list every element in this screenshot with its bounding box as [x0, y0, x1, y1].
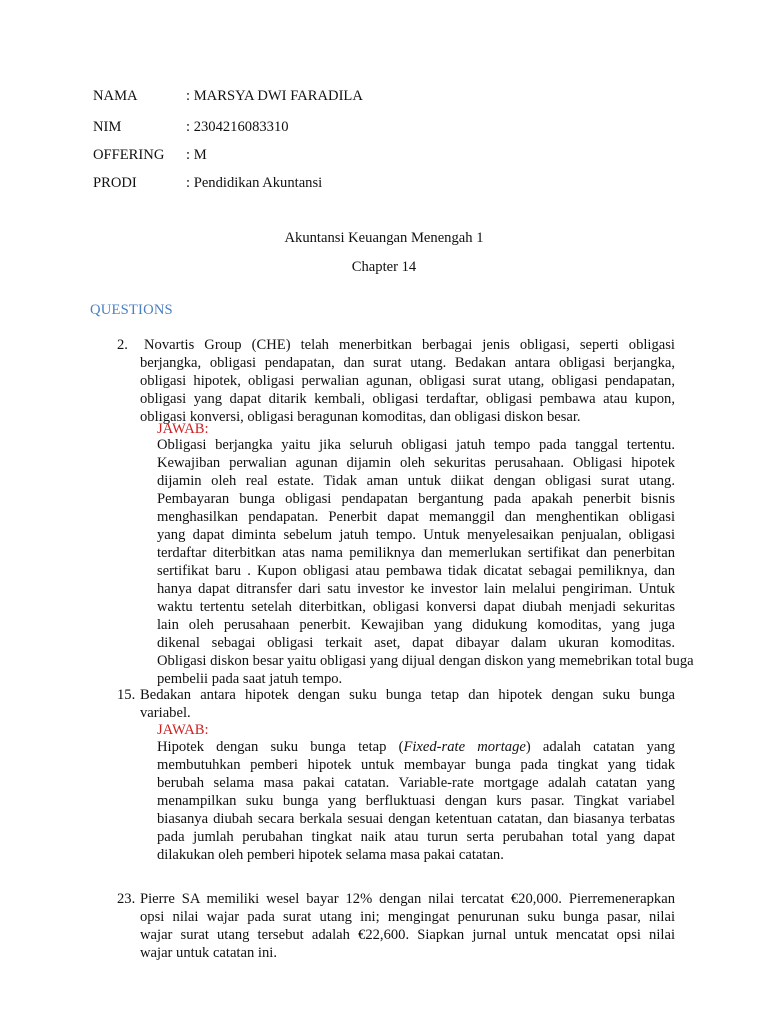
- question-number: 23.: [117, 891, 136, 907]
- info-label: OFFERING: [93, 147, 165, 163]
- answer-italic-term: Fixed-rate mortage: [403, 739, 526, 755]
- question-line: obligasi konversi, obligasi beragunan komoditas, dan obligasi diskon besar.: [140, 409, 581, 425]
- answer-line: lain oleh perusahaan penerbit. Kewajiban yang didukung komoditas, yang juga: [157, 617, 675, 633]
- question-line: opsi nilai wajar pada surat utang ini; mengingat penurunan suku bunga pasar, nilai: [140, 909, 675, 925]
- answer-text: Hipotek dengan suku bunga tetap (: [157, 739, 404, 755]
- answer-line: dijamin oleh real estate. Tidak aman untuk diikat dengan obligasi surat utang.: [157, 473, 675, 489]
- question-15-text: [140, 686, 675, 722]
- answer-line: menghasilkan pendapatan. Penerbit dapat memanggil dan menghentikan obligasi: [157, 509, 675, 525]
- answer-line: dikenal sebagai obligasi terkait aset, dapat dibayar dalam ukuran komoditas.: [157, 635, 675, 651]
- question-line: obligasi yang dapat ditarik kembali, obligasi terdaftar, obligasi pembawa atau kupon,: [140, 391, 675, 407]
- answer-line: Obligasi diskon besar yaitu obligasi yang dijual dengan diskon yang memebrikan total buga: [157, 653, 694, 669]
- jawab-label: JAWAB:: [157, 722, 209, 738]
- info-value: : Pendidikan Akuntansi: [186, 175, 323, 191]
- info-label: NAMA: [93, 88, 138, 104]
- info-value: : MARSYA DWI FARADILA: [186, 88, 363, 104]
- jawab-label: JAWAB:: [157, 421, 209, 437]
- info-label: NIM: [93, 119, 122, 135]
- answer-line: terdaftar diterbitkan atas nama pemiliknya dan memerlukan sertifikat dan penerbitan: [157, 545, 675, 561]
- question-line: Bedakan antara hipotek dengan suku bunga tetap dan hipotek dengan suku bunga: [140, 687, 675, 703]
- question-line: Pierre SA memiliki wesel bayar 12% dengan nilai tercatat €20,000. Pierremenerapkan: [140, 891, 675, 907]
- answer-line: dilakukan oleh pemberi hipotek selama masa pakai catatan.: [157, 847, 504, 863]
- question-line: berjangka, obligasi pendapatan, dan surat utang. Bedakan antara obligasi berjangka,: [140, 355, 675, 371]
- answer-line: biasanya diubah secara berkala sesuai dengan ketentuan catatan, dan biasanya terbatas: [157, 811, 675, 827]
- answer-line: Obligasi berjangka yaitu jika seluruh obligasi jatuh tempo pada tanggal tertentu.: [157, 437, 675, 453]
- answer-line: pada jumlah perubahan tingkat naik atau turun serta perubahan total yang dapat: [157, 829, 675, 845]
- chapter-title: Chapter 14: [351, 259, 417, 275]
- answer-text: ) adalah catatan yang: [525, 739, 675, 755]
- answer-line: membutuhkan pemberi hipotek untuk membayar bunga pada tingkat yang tidak: [157, 757, 675, 773]
- answer-line: menampilkan suku bunga yang berfluktuasi dengan kurs pasar. Tingkat variabel: [157, 793, 675, 809]
- info-label: PRODI: [93, 175, 137, 191]
- answer-line: Kewajiban perwalian agunan dijamin oleh sekuritas perusahaan. Obligasi hipotek: [157, 455, 675, 471]
- question-line: wajar untuk catatan ini.: [140, 945, 277, 961]
- question-line: wajar surat utang tersebut adalah €22,600. Siapkan jurnal untuk mencatat opsi nilai: [140, 927, 675, 943]
- info-value: : M: [186, 147, 207, 163]
- answer-line: sertifikat baru . Kupon obligasi atau pembawa tidak dicatat sebagai pemiliknya, dan: [157, 563, 675, 579]
- answer-line: hanya dapat ditransfer dari satu investor ke investor lain melalui pengiriman. Untuk: [157, 581, 675, 597]
- question-2-text: [140, 336, 675, 426]
- answer-line: waktu tertentu setelah diterbitkan, obligasi konversi dapat diubah menjadi sekuritas: [157, 599, 675, 615]
- answer-2-text: [157, 436, 694, 688]
- answer-15-text: [157, 738, 675, 864]
- question-line: variabel.: [140, 705, 191, 721]
- question-line: obligasi hipotek, obligasi perwalian agunan, obligasi surat utang, obligasi pendapatan,: [140, 373, 675, 389]
- course-title: Akuntansi Keuangan Menengah 1: [284, 230, 484, 246]
- answer-line: yang dapat diminta sebelum jatuh tempo. Untuk menyelesaikan penjualan, obligasi: [157, 527, 675, 543]
- answer-line-first: [157, 738, 675, 756]
- question-number: 15.: [117, 687, 136, 703]
- question-line: Novartis Group (CHE) telah menerbitkan berbagai jenis obligasi, seperti obligasi: [144, 337, 675, 353]
- answer-line: berubah selama masa pakai catatan. Variable-rate mortgage adalah catatan yang: [157, 775, 675, 791]
- answer-line: pembelii pada saat jatuh tempo.: [157, 671, 343, 687]
- questions-heading: QUESTIONS: [90, 302, 173, 318]
- question-number: 2.: [117, 337, 128, 353]
- question-23-text: [140, 890, 675, 962]
- info-value: : 2304216083310: [186, 119, 289, 135]
- answer-line: Pembayaran bunga obligasi pendapatan bergantung pada apakah penerbit bisnis: [157, 491, 675, 507]
